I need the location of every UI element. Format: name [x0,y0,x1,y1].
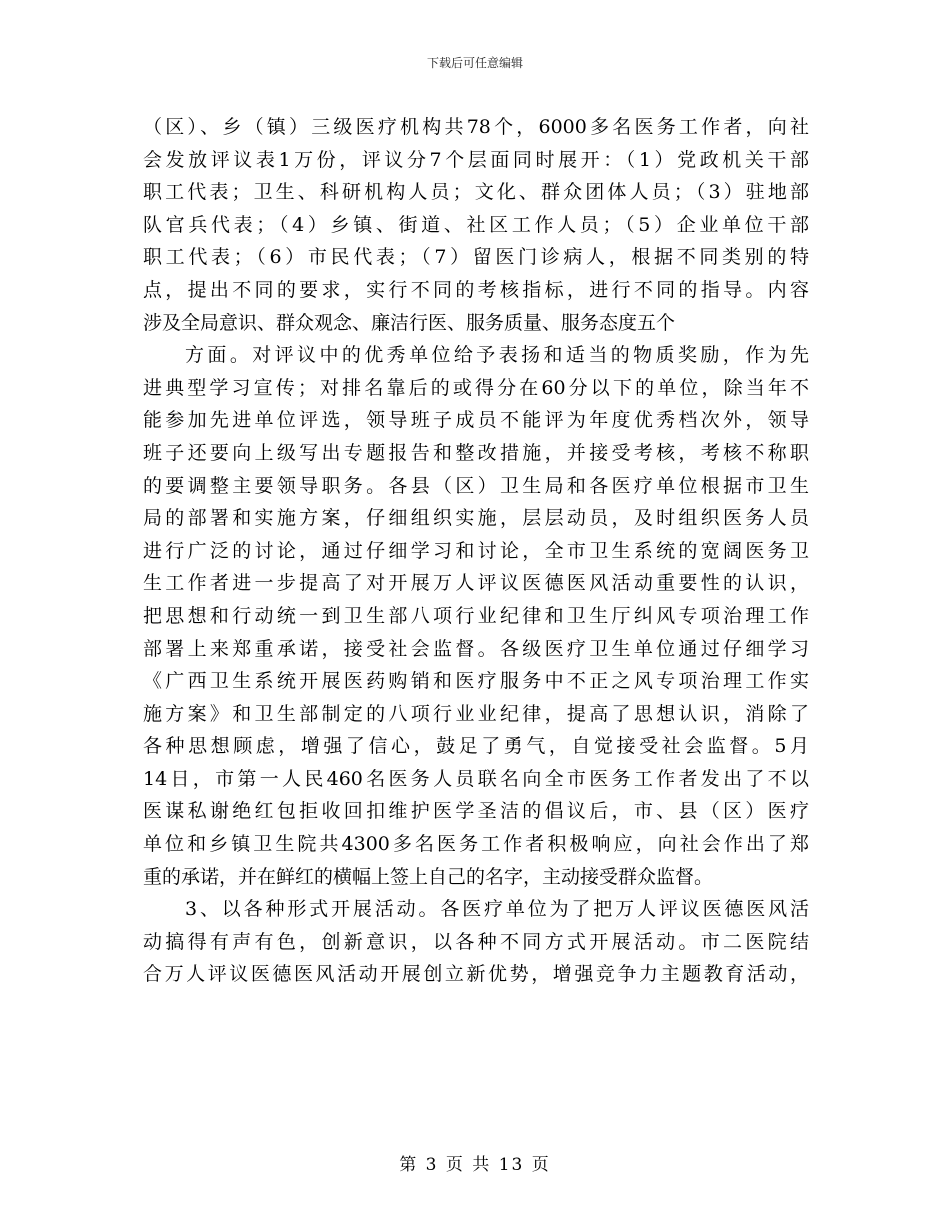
document-body [143,111,809,991]
text-line: 重的承诺，并在鲜红的横幅上签上自己的名字，主动接受群众监督。 [143,865,714,888]
text-line: 把思想和行动统一到卫生部八项行业纪律和卫生厅纠风专项治理工作 [143,604,809,627]
page-header: 下载后可任意编辑 [426,56,523,70]
text-line: 涉及全局意识、群众观念、廉洁行医、服务质量、服务态度五个 [143,311,676,334]
text-line: 的要调整主要领导职务。各县（区）卫生局和各医疗单位根据市卫生 [143,474,809,497]
text-line: 进行广泛的讨论，通过仔细学习和讨论，全市卫生系统的宽阔医务卫 [143,539,809,562]
text-line: 部署上来郑重承诺，接受社会监督。各级医疗卫生单位通过仔细学习 [143,637,809,660]
text-line: 各种思想顾虑，增强了信心，鼓足了勇气，自觉接受社会监督。5月 [143,735,809,758]
text-line: 队官兵代表；（4）乡镇、街道、社区工作人员；（5）企业单位干部 [143,213,809,236]
text-line: 生工作者进一步提高了对开展万人评议医德医风活动重要性的认识， [143,572,809,595]
text-line: 医谋私谢绝红包拒收回扣维护医学圣洁的倡议后，市、县（区）医疗 [143,800,809,823]
text-line: 14日，市第一人民460名医务人员联名向全市医务工作者发出了不以 [143,767,809,790]
text-line: 点，提出不同的要求，实行不同的考核指标，进行不同的指导。内容 [143,278,809,301]
text-line: 《广西卫生系统开展医药购销和医疗服务中不正之风专项治理工作实 [143,670,809,693]
text-line: 职工代表；（6）市民代表；（7）留医门诊病人，根据不同类别的特 [143,246,809,269]
text-line: 单位和乡镇卫生院共4300多名医务工作者积极响应，向社会作出了郑 [143,833,809,856]
text-line: 班子还要向上级写出专题报告和整改措施，并接受考核，考核不称职 [143,441,809,464]
page-footer: 第 3 页 共 13 页 [399,1155,551,1175]
text-line: 会发放评议表1万份，评议分7个层面同时展开：（1）党政机关干部 [143,148,809,171]
text-line: 施方案》和卫生部制定的八项行业业纪律，提高了思想认识，消除了 [143,702,809,725]
text-line: （区）、乡（镇）三级医疗机构共78个，6000多名医务工作者，向社 [143,116,809,138]
text-line: 方面。对评议中的优秀单位给予表扬和适当的物质奖励，作为先 [185,344,809,367]
text-line: 合万人评议医德医风活动开展创立新优势，增强竞争力主题教育活动， [143,963,809,986]
text-line: 动搞得有声有色，创新意识，以各种不同方式开展活动。市二医院结 [143,930,809,953]
text-line: 3、以各种形式开展活动。各医疗单位为了把万人评议医德医风活 [185,898,809,921]
text-line: 能参加先进单位评选，领导班子成员不能评为年度优秀档次外，领导 [143,409,809,432]
text-line: 职工代表；卫生、科研机构人员；文化、群众团体人员；（3）驻地部 [143,181,809,204]
text-line: 进典型学习宣传；对排名靠后的或得分在60分以下的单位，除当年不 [143,376,809,399]
text-line: 局的部署和实施方案，仔细组织实施，层层动员，及时组织医务人员 [143,507,809,530]
